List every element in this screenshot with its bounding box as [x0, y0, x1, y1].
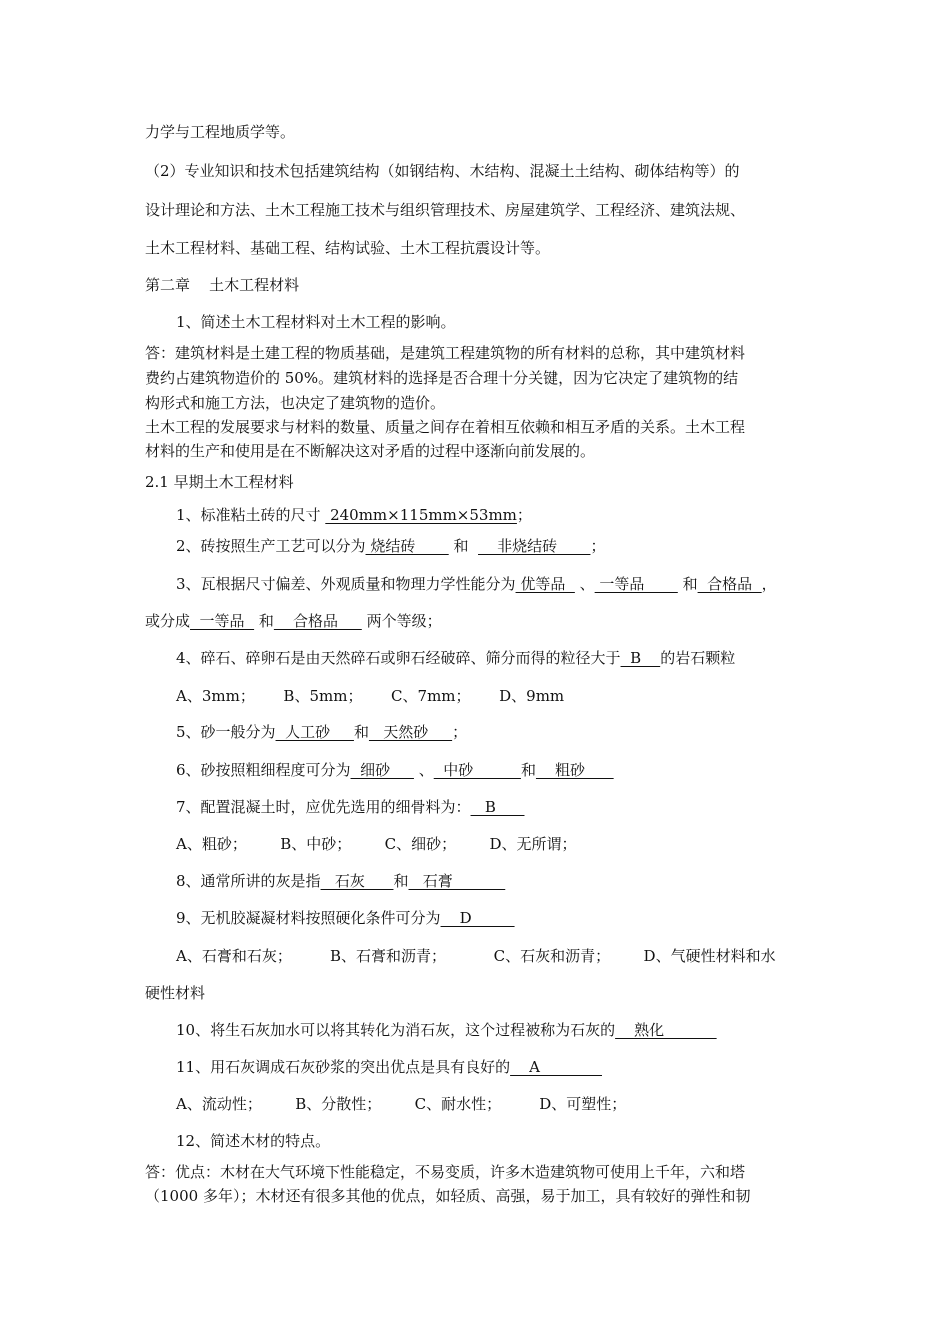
answer-blank: 天然砂 — [368, 723, 453, 741]
choice-options — [176, 946, 776, 966]
section-heading — [145, 472, 294, 492]
text-run: 材料的生产和使用是在不断解决这对矛盾的过程中逐渐向前发展的。 — [145, 442, 596, 460]
answer-line — [145, 417, 745, 437]
question — [176, 1057, 602, 1077]
answer-blank: D — [440, 909, 515, 927]
text-line — [145, 161, 740, 181]
answer-blank: 一等品 — [190, 612, 255, 630]
text-run: （2）专业知识和技术包括建筑结构（如钢结构、木结构、混凝土土结构、砌体结构等）的 — [145, 162, 740, 180]
text-run: A、粗砂； B、中砂； C、细砂； D、无所谓； — [176, 835, 577, 853]
text-run: 4、碎石、碎卵石是由天然碎石或卵石经破碎、筛分而得的粒径大于 — [176, 649, 621, 667]
text-run: 、 — [413, 761, 434, 779]
text-run: 和 — [677, 575, 698, 593]
answer-line — [145, 393, 445, 413]
answer-blank: 人工砂 — [275, 723, 354, 741]
question — [176, 1131, 330, 1151]
choice-options — [176, 686, 564, 706]
text-run: 1、简述土木工程材料对土木工程的影响。 — [176, 313, 456, 331]
question — [176, 536, 605, 556]
text-run: 设计理论和方法、土木工程施工技术与组织管理技术、房屋建筑学、工程经济、建筑法规、 — [145, 201, 746, 219]
answer-blank: 石灰 — [320, 872, 394, 890]
text-run: 1、标准粘土砖的尺寸 — [176, 506, 326, 524]
question — [176, 908, 515, 928]
answer-line — [145, 1186, 750, 1206]
answer-line — [145, 343, 745, 363]
answer-blank: A — [510, 1058, 602, 1076]
text-run: 和 — [254, 612, 274, 630]
text-run: 、 — [574, 575, 595, 593]
question-continued — [145, 611, 442, 631]
text-run: 和 — [520, 761, 536, 779]
question — [176, 871, 505, 891]
question — [176, 722, 467, 742]
question — [176, 760, 614, 780]
answer-blank: 240mm×115mm×53mm — [325, 506, 517, 524]
text-run: 和 — [353, 723, 369, 741]
answer-blank: 熟化 — [615, 1021, 717, 1039]
text-run: 2、砖按照生产工艺可以分为 — [176, 537, 366, 555]
text-line — [145, 238, 550, 258]
text-run: 土木工程的发展要求与材料的数量、质量之间存在着相互依赖和相互矛盾的关系。土木工程 — [145, 418, 746, 436]
text-line — [145, 122, 295, 142]
answer-blank: 石膏 — [408, 872, 506, 890]
chapter-heading — [145, 275, 299, 295]
text-run: 的岩石颗粒 — [660, 649, 736, 667]
text-run: 12、简述木材的特点。 — [176, 1132, 331, 1150]
text-line — [145, 200, 745, 220]
text-run: ； — [452, 723, 468, 741]
text-run: 或分成 — [145, 612, 191, 630]
text-run: 6、砂按照粗细程度可分为 — [176, 761, 351, 779]
text-run: 9、无机胶凝凝材料按照硬化条件可分为 — [176, 909, 441, 927]
text-run: 硬性材料 — [145, 984, 206, 1002]
text-run: ； — [516, 506, 532, 524]
text-run: ； — [590, 537, 606, 555]
answer-line — [145, 368, 738, 388]
answer-line — [145, 441, 595, 461]
question — [176, 574, 777, 594]
answer-blank: 优等品 — [515, 575, 575, 593]
text-run: 第二章 土木工程材料 — [145, 276, 300, 294]
text-run: 7、配置混凝土时，应优先选用的细骨料为： — [176, 798, 471, 816]
answer-blank: 烧结砖 — [365, 537, 449, 555]
text-run: 11、用石灰调成石灰砂浆的突出优点是具有良好的 — [176, 1058, 511, 1076]
text-run: 5、砂一般分为 — [176, 723, 276, 741]
text-run: （1000 多年）；木材还有很多其他的优点，如轻质、高强，易于加工，具有较好的弹性和韧 — [145, 1187, 751, 1205]
choice-options — [176, 834, 577, 854]
text-run: 答：优点：木材在大气环境下性能稳定，不易变质，许多木造建筑物可使用上千年，六和塔 — [145, 1163, 746, 1181]
choice-options — [176, 1094, 626, 1114]
answer-blank: 细砂 — [350, 761, 414, 779]
text-run: A、流动性； B、分散性； C、耐水性； D、可塑性； — [176, 1095, 627, 1113]
text-run: 2.1 早期土木工程材料 — [145, 473, 294, 491]
answer-blank: 非烧结砖 — [478, 537, 591, 555]
answer-line — [145, 1162, 745, 1182]
answer-blank: 中砂 — [433, 761, 521, 779]
text-run: ， — [761, 575, 777, 593]
answer-blank: 合格品 — [697, 575, 762, 593]
question — [176, 1020, 717, 1040]
text-run: 3、瓦根据尺寸偏差、外观质量和物理力学性能分为 — [176, 575, 516, 593]
text-run: 答：建筑材料是土建工程的物质基础，是建筑工程建筑物的所有材料的总称，其中建筑材料 — [145, 344, 746, 362]
text-run: 力学与工程地质学等。 — [145, 123, 296, 141]
text-run: A、石膏和石灰； B、石膏和沥青； C、石灰和沥青； D、气硬性材料和水 — [176, 947, 776, 965]
text-run: 和 — [448, 537, 479, 555]
text-run: 两个等级； — [361, 612, 442, 630]
text-run: A、3mm； B、5mm； C、7mm； D、9mm — [176, 687, 565, 705]
question — [176, 648, 735, 668]
text-run: 10、将生石灰加水可以将其转化为消石灰，这个过程被称为石灰的 — [176, 1021, 616, 1039]
answer-blank: B — [470, 798, 525, 816]
answer-blank: 合格品 — [273, 612, 362, 630]
question — [176, 797, 524, 817]
text-run: 构形式和施工方法，也决定了建筑物的造价。 — [145, 394, 446, 412]
text-run: 土木工程材料、基础工程、结构试验、土木工程抗震设计等。 — [145, 239, 551, 257]
question — [176, 505, 532, 525]
question — [176, 312, 456, 332]
text-run: 8、通常所讲的灰是指 — [176, 872, 321, 890]
answer-blank: B — [620, 649, 661, 667]
answer-blank: 粗砂 — [535, 761, 614, 779]
text-run: 和 — [393, 872, 409, 890]
text-run: 费约占建筑物造价的 50%。建筑材料的选择是否合理十分关键，因为它决定了建筑物的结 — [145, 369, 739, 387]
choice-options-continued — [145, 983, 205, 1003]
answer-blank: 一等品 — [594, 575, 678, 593]
